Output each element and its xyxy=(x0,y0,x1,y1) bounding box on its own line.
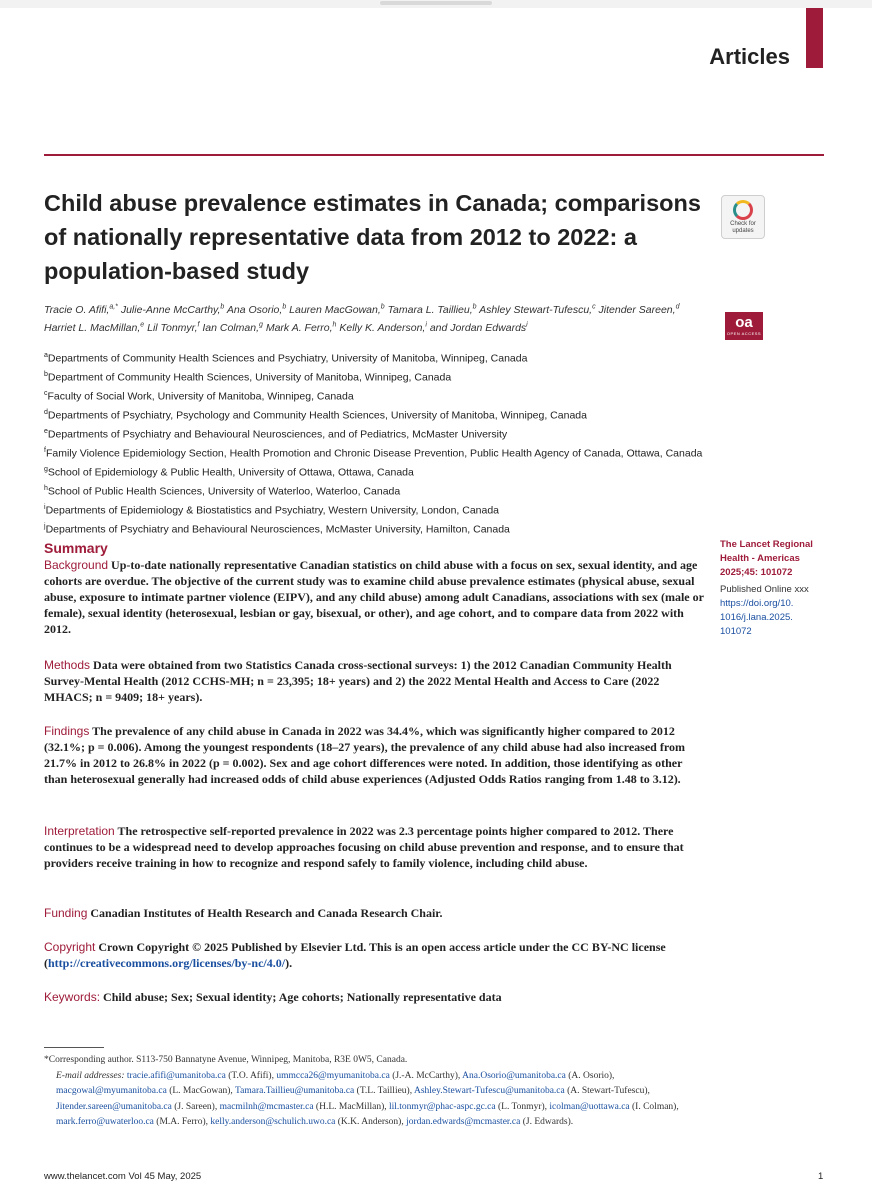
funding-text: Canadian Institutes of Health Research and Canada Research Chair. xyxy=(90,906,443,920)
copyright-text: Crown Copyright © 2025 Published by Elsevier Ltd. This is an open access article under the CC BY-NC license ( xyxy=(44,940,666,970)
author-name[interactable]: Jitender Sareen,$^d$ xyxy=(598,303,680,316)
author-name[interactable]: Ashley Stewart-Tufescu,$^c$ xyxy=(479,303,596,316)
keywords-text: Child abuse; Sex; Sexual identity; Age cohorts; Nationally representative data xyxy=(103,990,502,1004)
interpretation-text: The retrospective self-reported prevalence in 2022 was 2.3 percentage points higher compared to 2012. There continues to be a widespread need to develop approaches focusing on child abuse prevention and response, and to ensure that providers receive training in how to recognize and respond safely to family violence, including child abuse. xyxy=(44,824,684,870)
interpretation-label: Interpretation xyxy=(44,824,115,838)
email-link[interactable]: tracie.afifi@umanitoba.ca xyxy=(126,1070,226,1081)
email-link[interactable]: kelly.anderson@schulich.uwo.ca xyxy=(210,1117,336,1127)
footnote-rule xyxy=(44,1047,104,1048)
affiliation: $^f$Family Violence Epidemiology Section, Health Promotion and Chronic Disease Prevention, Public Health Agency of Canada, Ottawa, Canada xyxy=(44,447,703,460)
affiliation: $^e$Departments of Psychiatry and Behavioural Neurosciences, and of Pediatrics, McMaster University xyxy=(44,428,508,441)
author-name[interactable]: Lauren MacGowan,$^b$ xyxy=(289,303,385,316)
journal-volume: 2025;45: 101072 xyxy=(720,567,793,578)
background-text: Up-to-date nationally representative Canadian statistics on child abuse with a focus on sex, sexual identity, and age cohorts are overdue. The objective of the current study was to examine child abuse prevalence estimates (physical abuse, sexual abuse, exposure to intimate partner violence (EIPV), and any child abuse) among adult Canadians, associations with sex (male or female), sexual identity (heterosexual, lesbian or gay, bisexual, or other), and age cohort, and to compare data from 2022 with 2012. xyxy=(44,558,704,636)
methods-label: Methods xyxy=(44,658,91,672)
email-link[interactable]: lil.tonmyr@phac-aspc.gc.ca xyxy=(389,1101,496,1112)
check-label-1: Check for xyxy=(730,221,756,227)
summary-heading: Summary xyxy=(44,540,108,556)
affiliation-list xyxy=(44,348,714,538)
journal-name-1: The Lancet Regional xyxy=(720,539,813,550)
affiliation: $^g$School of Epidemiology & Public Health, University of Ottawa, Ottawa, Canada xyxy=(44,466,414,479)
check-label-2: updates xyxy=(732,227,754,234)
background-label: Background xyxy=(44,558,109,572)
abstract-copyright: Copyright Crown Copyright © 2025 Published by Elsevier Ltd. This is an open access article under the CC BY-NC license (http://creativecommons.org/licenses/by-nc/4.0/). xyxy=(44,940,666,970)
email-link[interactable]: macmilnh@mcmaster.ca xyxy=(219,1101,314,1112)
author-name[interactable]: and Jordan Edwards$^i$ xyxy=(429,321,528,334)
author-name[interactable]: Ana Osorio,$^b$ xyxy=(226,303,287,316)
crossmark-icon xyxy=(733,200,753,220)
section-label: Articles xyxy=(709,44,790,69)
author-name[interactable]: Tracie O. Afifi,$^{a,*}$ xyxy=(44,303,118,316)
oa-logo-subtext: OPEN ACCESS xyxy=(726,331,762,336)
email-link[interactable]: Ashley.Stewart-Tufescu@umanitoba.ca xyxy=(413,1086,565,1096)
header-rule xyxy=(44,154,824,156)
doi-link-2[interactable]: 1016/j.lana.2025. xyxy=(720,612,793,623)
affiliation: $^h$School of Public Health Sciences, University of Waterloo, Waterloo, Canada xyxy=(44,485,401,498)
author-name[interactable]: Lil Tonmyr,$^f$ xyxy=(147,321,200,334)
doi-link-1[interactable]: https://doi.org/10. xyxy=(720,598,794,609)
copyright-label: Copyright xyxy=(44,940,96,954)
author-list xyxy=(44,299,704,336)
footer-journal-info: www.thelancet.com Vol 45 May, 2025 xyxy=(44,1171,202,1182)
doi-link-3[interactable]: 101072 xyxy=(720,626,752,637)
affiliation: $^i$Departments of Epidemiology & Biostatistics and Psychiatry, Western University, London, Canada xyxy=(44,504,500,517)
abstract-background xyxy=(44,557,707,637)
page-number: 1 xyxy=(818,1171,824,1182)
email-link[interactable]: ummcca26@myumanitoba.ca xyxy=(276,1070,390,1081)
abstract-keywords xyxy=(44,989,707,1005)
journal-info xyxy=(720,538,830,639)
findings-text: The prevalence of any child abuse in Canada in 2022 was 34.4%, which was significantly higher compared to 2012 (32.1%; p = 0.006). Among the youngest respondents (18–27 years), the prevalence of any child abuse had also increased from 21.7% in 2012 to 26.8% in 2022 (p = 0.002). Sex and age cohort differences were noted. In addition, those identifying as other than heterosexual generally had increased odds of child abuse experiences (Adjusted Odds Ratios ranging from 1.48 to 3.12). xyxy=(44,724,685,786)
email-list: E-mail addresses: tracie.afifi@umanitoba.ca (T.O. Afifi), ummcca26@myumanitoba.ca (J.-A. McCarthy), Ana.Osorio@umanitoba.ca (A. Osorio), macgowal@myumanitoba.ca (L. MacGowan), Tamara.Taillieu@umanitoba.ca (T.L. Taillieu), Ashley.Stewart-Tufescu@umanitoba.ca (A. Stewart-Tufescu), Jitender.sareen@umanitoba.ca (J. Sareen), macmilnh@mcmaster.ca (H.L. MacMillan), lil.tonmyr@phac-aspc.gc.ca (L. Tonmyr), icolman@uottawa.ca (I. Colman), mark.ferro@uwaterloo.ca (M.A. Ferro), kelly.anderson@schulich.uwo.ca (K.K. Anderson), jordan.edwards@mcmaster.ca (J. Edwards). xyxy=(56,1070,679,1127)
email-label: E-mail addresses: xyxy=(56,1070,125,1081)
corresponding-author: *Corresponding author. S113-750 Bannatyne Avenue, Winnipeg, Manitoba, R3E 0W5, Canada. xyxy=(44,1055,408,1065)
affiliation: $^j$Departments of Psychiatry and Behavioural Neurosciences, McMaster University, Hamilton, Canada xyxy=(44,523,510,536)
email-link[interactable]: mark.ferro@uwaterloo.ca xyxy=(56,1117,154,1127)
author-name[interactable]: Ian Colman,$^g$ xyxy=(202,321,263,334)
author-name[interactable]: Tamara L. Taillieu,$^b$ xyxy=(387,303,477,316)
funding-label: Funding xyxy=(44,906,88,920)
email-link[interactable]: jordan.edwards@mcmaster.ca xyxy=(406,1117,521,1127)
published-online: Published Online xxx xyxy=(720,584,809,595)
email-link[interactable]: Tamara.Taillieu@umanitoba.ca xyxy=(235,1086,355,1096)
author-name[interactable]: Harriet L. MacMillan,$^e$ xyxy=(44,321,145,334)
accent-bar xyxy=(806,8,823,68)
keywords-label: Keywords: xyxy=(44,990,101,1004)
email-link[interactable]: Ana.Osorio@umanitoba.ca xyxy=(462,1070,566,1081)
top-strip xyxy=(0,0,872,8)
journal-name-2: Health - Americas xyxy=(720,553,800,564)
affiliation: $^b$Department of Community Health Sciences, University of Manitoba, Winnipeg, Canada xyxy=(44,371,452,384)
check-for-updates-button[interactable] xyxy=(721,195,765,239)
author-name[interactable]: Julie-Anne McCarthy,$^b$ xyxy=(120,303,225,316)
footnote xyxy=(44,1053,710,1131)
abstract-findings xyxy=(44,723,707,787)
affiliation: $^c$Faculty of Social Work, University of Manitoba, Winnipeg, Canada xyxy=(44,390,354,403)
oa-logo-text: oa xyxy=(735,314,753,331)
license-link[interactable]: http://creativecommons.org/licenses/by-nc/4.0/ xyxy=(48,956,286,970)
author-name[interactable]: Kelly K. Anderson,$^i$ xyxy=(339,321,427,334)
scroll-indicator xyxy=(380,1,492,5)
email-link[interactable]: icolman@uottawa.ca xyxy=(549,1101,630,1112)
email-link[interactable]: Jitender.sareen@umanitoba.ca xyxy=(56,1101,172,1112)
findings-label: Findings xyxy=(44,724,90,738)
open-access-badge xyxy=(725,312,763,340)
affiliation: $^a$Departments of Community Health Sciences and Psychiatry, University of Manitoba, Winnipeg, Canada xyxy=(44,352,528,365)
methods-text: Data were obtained from two Statistics Canada cross-sectional surveys: 1) the 2012 Canadian Community Health Survey-Mental Health (2012 CCHS-MH; n = 23,395; 18+ years) and 2) the 2022 Mental Health and Access to Care (2022 MHACS; n = 9409; 18+ years). xyxy=(44,658,672,704)
abstract-funding xyxy=(44,905,707,921)
abstract-methods xyxy=(44,657,707,705)
abstract-interpretation xyxy=(44,823,707,871)
article-title: Child abuse prevalence estimates in Canada; comparisons of nationally representative data from 2012 to 2022: a population-based study xyxy=(44,190,701,284)
author-name[interactable]: Mark A. Ferro,$^h$ xyxy=(265,321,337,334)
email-link[interactable]: macgowal@myumanitoba.ca xyxy=(56,1086,167,1096)
affiliation: $^d$Departments of Psychiatry, Psychology and Community Health Sciences, University of Manitoba, Winnipeg, Canada xyxy=(44,409,587,422)
